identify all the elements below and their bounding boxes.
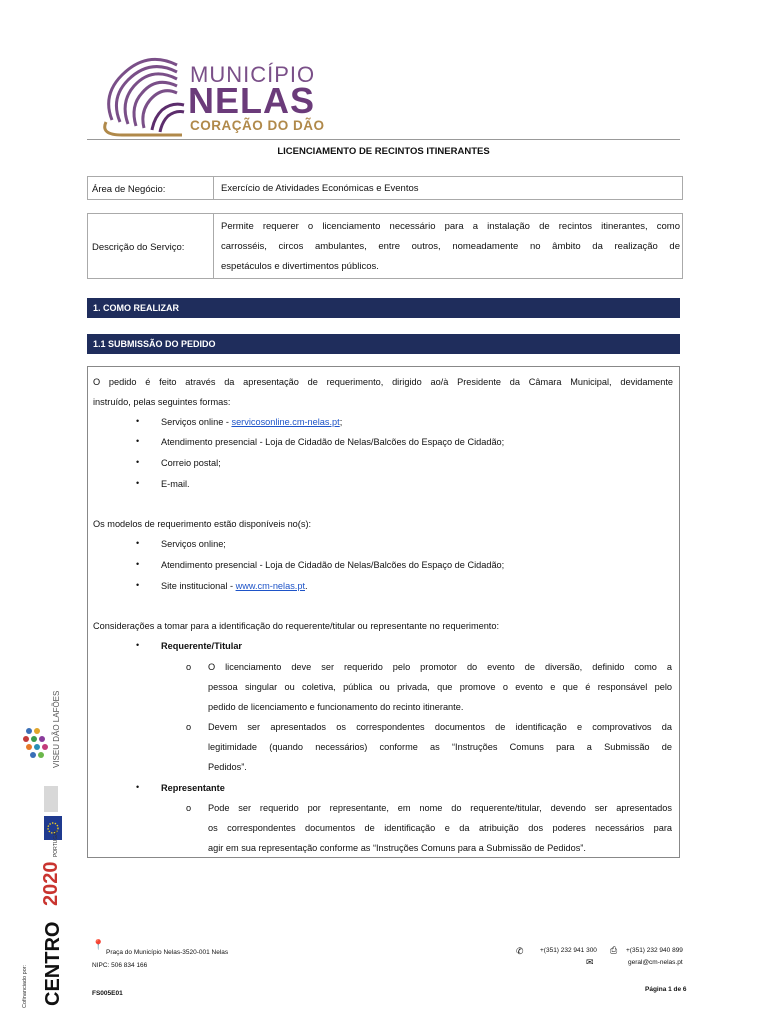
section-submissao-pedido: 1.1 SUBMISSÃO DO PEDIDO bbox=[87, 334, 680, 354]
descricao-line-1: Permite requerer o licenciamento necessário para a instalação de recintos itinerantes, como bbox=[221, 221, 680, 232]
forma-presencial: Atendimento presencial - Loja de Cidadão de Nelas/Balcões do Espaço de Cidadão; bbox=[161, 437, 505, 447]
viseu-dao-lafoes-logo bbox=[50, 690, 64, 770]
circle-bullet-icon: o bbox=[186, 662, 192, 672]
modelo-site-suffix: . bbox=[305, 581, 308, 591]
location-pin-icon: 📍 bbox=[92, 940, 105, 951]
bullet-icon: • bbox=[136, 559, 140, 569]
portugal-2020-year: 2020 bbox=[40, 861, 62, 906]
representante-item1-line3: agir em sua representação conforme as “Instruções Comuns para a Submissão de Pedidos”. bbox=[208, 843, 586, 853]
para1-line-2: instruído, pelas seguintes formas: bbox=[93, 397, 231, 407]
area-label: Área de Negócio: bbox=[92, 184, 166, 195]
forma-online bbox=[161, 416, 342, 428]
circle-bullet-icon: o bbox=[186, 803, 192, 813]
bullet-icon: • bbox=[136, 640, 140, 650]
servicos-online-link[interactable]: servicosonline.cm-nelas.pt bbox=[231, 417, 340, 427]
requerente-item1-line3: pedido de licenciamento e funcionamento do recinto itinerante. bbox=[208, 702, 464, 712]
area-value-cell bbox=[213, 176, 683, 200]
modelo-online: Serviços online; bbox=[161, 539, 226, 549]
bullet-icon: • bbox=[136, 416, 140, 426]
footer-email[interactable]: geral@cm-nelas.pt bbox=[628, 959, 683, 966]
bullet-icon: • bbox=[136, 538, 140, 548]
descricao-line-2: carrosséis, circos ambulantes, entre outros, nomeadamente no âmbito da realização de bbox=[221, 241, 680, 252]
circle-bullet-icon: o bbox=[186, 722, 192, 732]
footer-phone: +(351) 232 941 300 bbox=[540, 947, 597, 954]
forma-email: E-mail. bbox=[161, 479, 190, 489]
centro-2020-logo bbox=[40, 918, 66, 1008]
section-como-realizar: 1. COMO REALIZAR bbox=[87, 298, 680, 318]
bullet-icon: • bbox=[136, 436, 140, 446]
bullet-icon: • bbox=[136, 478, 140, 488]
phone-icon: ✆ bbox=[516, 946, 524, 956]
para1-line-1: O pedido é feito através da apresentação de requerimento, dirigido ao/à Presidente da Câmara Municipal, devidamente bbox=[93, 377, 673, 387]
page-number: Página 1 de 6 bbox=[645, 986, 687, 993]
modelos-intro: Os modelos de requerimento estão disponíveis no(s): bbox=[93, 519, 312, 529]
partner-logo-icon bbox=[44, 786, 58, 812]
footer-fax: +(351) 232 940 899 bbox=[626, 947, 683, 954]
title-divider bbox=[87, 139, 680, 140]
requerente-item1-line1: O licenciamento deve ser requerido pelo promotor do evento de diversão, definido como a bbox=[208, 662, 672, 672]
footer-nipc: NIPC: 506 834 166 bbox=[92, 962, 148, 969]
centro-dots-logo-icon bbox=[22, 725, 48, 761]
logo-nelas-text: NELAS bbox=[188, 80, 316, 121]
descricao-line-3: espetáculos e divertimentos públicos. bbox=[221, 261, 379, 272]
representante-item1-line2: os correspondentes documentos de identificação e da atribuição dos poderes necessários para bbox=[208, 823, 672, 833]
requerente-item2-line2: legitimidade (quando necessários) conforme as “Instruções Comuns para a Submissão de bbox=[208, 742, 672, 752]
form-code: FS005E01 bbox=[92, 990, 123, 997]
fax-icon: ⎙ bbox=[610, 945, 618, 955]
footer-address: Praça do Município Nelas-3520-001 Nelas bbox=[106, 949, 229, 956]
area-value: Exercício de Atividades Económicas e Eventos bbox=[221, 183, 419, 194]
representante-title: Representante bbox=[161, 783, 225, 793]
document-title: LICENCIAMENTO DE RECINTOS ITINERANTES bbox=[277, 146, 490, 157]
area-label-cell bbox=[87, 176, 214, 200]
modelo-site-prefix: Site institucional - bbox=[161, 581, 236, 591]
requerente-item2-line1: Devem ser apresentados os correspondentes documentos de identificação e comprovativos da bbox=[208, 722, 672, 732]
modelo-site bbox=[161, 580, 308, 592]
forma-online-suffix: ; bbox=[339, 417, 343, 427]
bullet-icon: • bbox=[136, 782, 140, 792]
logo-municipio-text: MUNICÍPIO bbox=[190, 62, 316, 87]
forma-correio: Correio postal; bbox=[161, 458, 221, 468]
centro-logo-text: CENTRO bbox=[42, 921, 64, 1006]
email-icon: ✉ bbox=[586, 957, 594, 967]
portugal-2020-name: PORTUGAL bbox=[53, 829, 59, 858]
requerente-title: Requerente/Titular bbox=[161, 641, 243, 651]
portugal-2020-logo bbox=[40, 829, 66, 908]
modelo-presencial: Atendimento presencial - Loja de Cidadão de Nelas/Balcões do Espaço de Cidadão; bbox=[161, 560, 505, 570]
descricao-value-cell bbox=[213, 213, 683, 279]
logo-coracao-text: CORAÇÃO DO DÃO bbox=[190, 118, 325, 133]
viseu-dao-lafoes-text: VISEU DÃO LAFÕES bbox=[52, 690, 61, 768]
requerente-item2-line3: Pedidos”. bbox=[208, 762, 247, 772]
bullet-icon: • bbox=[136, 457, 140, 467]
bullet-icon: • bbox=[136, 580, 140, 590]
representante-item1-line1: Pode ser requerido por representante, em nome do requerente/titular, devendo ser apresentados bbox=[208, 803, 672, 813]
forma-online-prefix: Serviços online - bbox=[161, 417, 232, 427]
cofinanciado-label bbox=[22, 940, 32, 1010]
consideracoes-intro: Considerações a tomar para a identificação do requerente/titular ou representante no requerimento: bbox=[93, 621, 500, 631]
submissao-content-box bbox=[87, 366, 680, 858]
descricao-label: Descrição do Serviço: bbox=[92, 242, 185, 253]
descricao-label-cell bbox=[87, 213, 214, 279]
requerente-item1-line2: pessoa singular ou coletiva, pública ou privada, que promove o evento e que é responsável pelo bbox=[208, 682, 672, 692]
cofinanciado-text: Cofinanciado por: bbox=[22, 964, 28, 1008]
site-institucional-link[interactable]: www.cm-nelas.pt bbox=[235, 581, 305, 591]
